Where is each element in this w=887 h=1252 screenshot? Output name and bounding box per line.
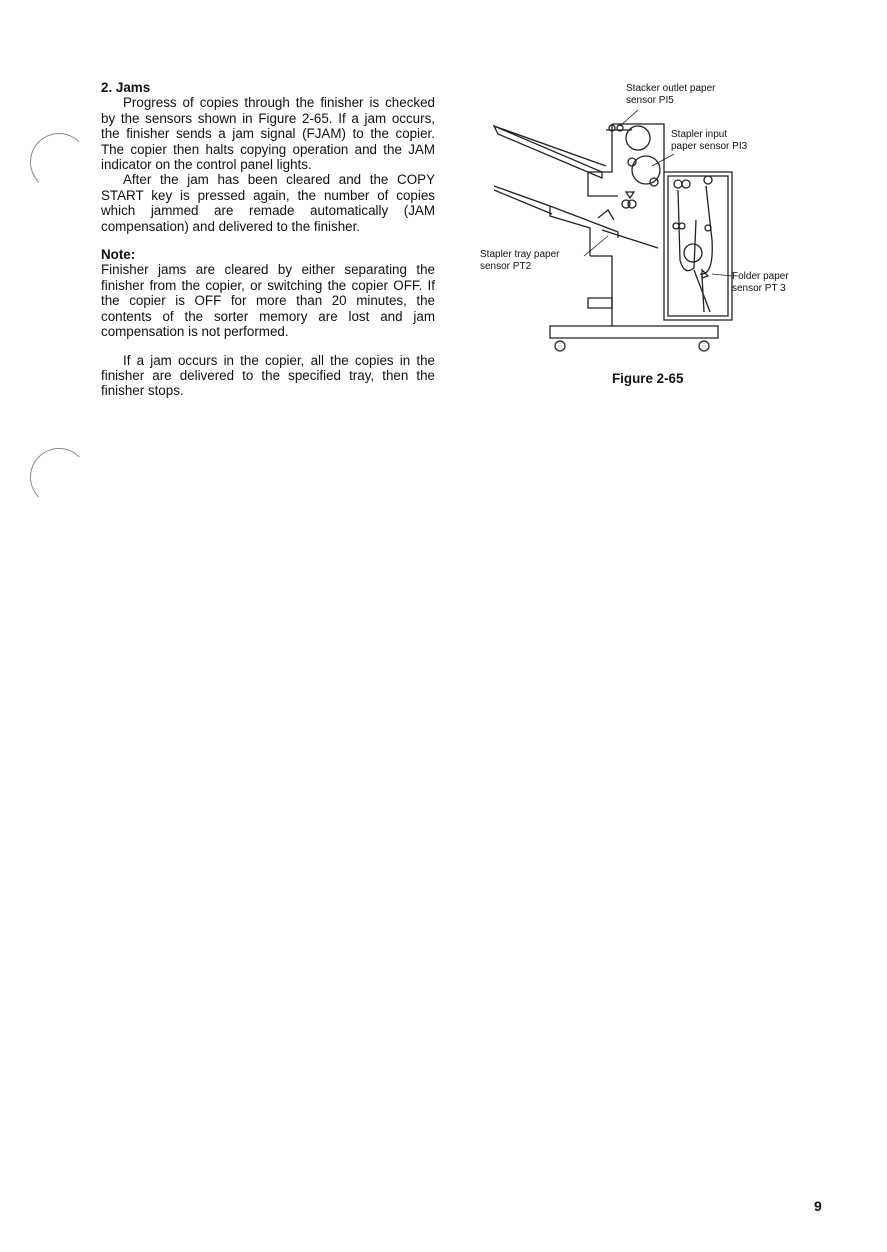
punch-hole-mark xyxy=(30,448,88,506)
body-text-column xyxy=(101,80,435,399)
label-stapler-tray-sensor xyxy=(480,249,560,273)
label-line: Folder paper xyxy=(732,271,789,282)
finisher-diagram-drawing xyxy=(480,80,810,370)
note-title: Note: xyxy=(101,247,136,263)
label-line: paper sensor PI3 xyxy=(671,141,748,152)
paragraph-copier-jam: If a jam occurs in the copier, all the copies in the finisher are delivered to the specified tray, then the finisher stops. xyxy=(101,352,435,399)
label-stapler-input-sensor xyxy=(671,129,747,153)
label-stacker-outlet-sensor xyxy=(626,83,716,107)
label-folder-sensor xyxy=(732,271,789,295)
label-line: Stapler tray paper xyxy=(480,249,560,260)
page-number: 9 xyxy=(814,1198,822,1214)
paragraph-jam-detection: Progress of copies through the finisher is checked by the sensors shown in Figure 2-65. If a jam occurs, the finisher sends a jam signal (FJAM) to the copier. The copier then halts copying operation and the JAM indicator on the control panel lights. xyxy=(101,95,435,173)
label-line: sensor PI5 xyxy=(626,95,674,106)
label-line: Stacker outlet paper xyxy=(626,83,716,94)
note-text: Finisher jams are cleared by either separating the finisher from the copier, or switching the copier OFF. If the copier is OFF for more than 20 minutes, the contents of the sorter memory are lost and jam compensation is not performed. xyxy=(101,262,435,340)
label-line: Stapler input xyxy=(671,129,728,140)
paragraph-jam-compensation: After the jam has been cleared and the COPY START key is pressed again, the number of copies which jammed are remade automatically (JAM compensation) and delivered to the finisher. xyxy=(101,172,435,234)
punch-hole-mark xyxy=(30,133,88,191)
label-line: sensor PT 3 xyxy=(732,283,786,294)
label-line: sensor PT2 xyxy=(480,261,532,272)
section-heading: 2. Jams xyxy=(101,80,151,95)
finisher-sensor-diagram xyxy=(480,80,810,370)
figure-caption: Figure 2-65 xyxy=(612,371,684,386)
